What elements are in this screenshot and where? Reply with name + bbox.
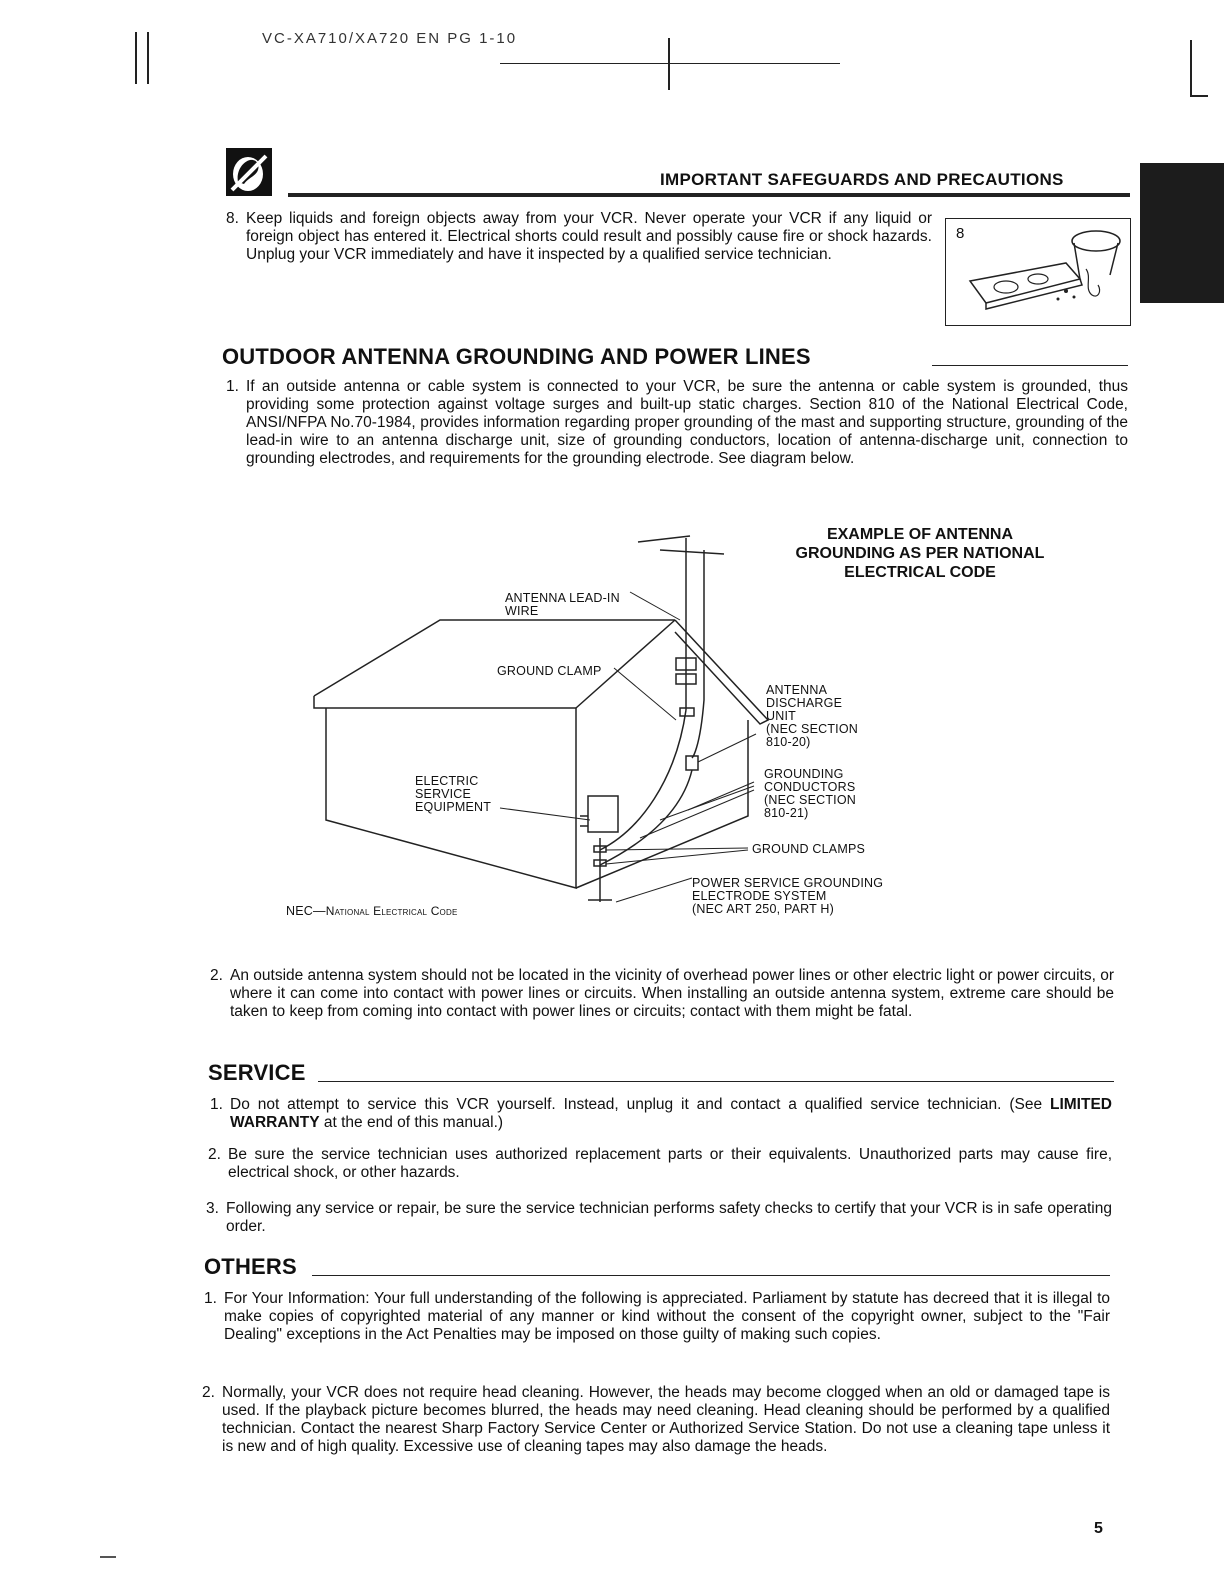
item-text: An outside antenna system should not be located in the vicinity of overhead power lines or other electric light or power circuits, or where it can come into contact with power lines or circuits. When installing an outside antenna system, extreme care should be taken to keep from coming into contact with power lines or circuits; contact with them might be fatal.	[230, 967, 1114, 1020]
limited-warranty-reference: LIMITED WARRANTY	[230, 1096, 1112, 1131]
item-text: Normally, your VCR does not require head cleaning. However, the heads may become clogged when an old or damaged tape is used. If the playback picture becomes blurred, the heads may need cleaning. Head cleaning should be performed by a qualified technician. Contact the nearest Sharp Factory Service Center or Authorized Service Station. Do not use a cleaning tape unless it is new and of high quality. Excessive use of cleaning tapes may also damage the heads.	[222, 1384, 1110, 1455]
list-item	[226, 378, 1128, 468]
list-item	[226, 210, 932, 264]
item-text: For Your Information: Your full understanding of the following is appreciated. Parliament by statute has decreed that it is illegal to make copies of copyrighted material of any manner or kind without the consent of the copyright owner, subject to the "Fair Dealing" exceptions in the Act Penalties may be imposed on those guilty of making such copies.	[224, 1290, 1110, 1343]
heading-rule	[932, 365, 1128, 366]
item-text: Do not attempt to service this VCR yourself. Instead, unplug it and contact a qualified service technician. (See LIMITED WARRANTY at the end of this manual.)	[230, 1096, 1112, 1131]
item-number: 2.	[202, 1384, 215, 1401]
edge-tab	[1140, 163, 1224, 303]
item-text: Keep liquids and foreign objects away from your VCR. Never operate your VCR if any liquid or foreign object has entered it. Electrical shorts could result and possibly cause fire or shock hazards. Unplug your VCR immediately and have it inspected by a qualified service technician.	[246, 210, 932, 263]
list-item	[210, 1096, 1112, 1132]
item-number: 3.	[206, 1200, 219, 1217]
list-item	[210, 967, 1114, 1021]
heading-rule	[312, 1275, 1110, 1276]
no-hand-icon	[226, 148, 272, 196]
ground-clamp-label: GROUND CLAMP	[497, 664, 602, 678]
nec-legend: NEC—National Electrical Code	[286, 904, 458, 918]
crop-mark	[1190, 40, 1192, 96]
header-rule	[288, 193, 1130, 197]
figure-label: 8	[956, 225, 965, 242]
list-item	[204, 1290, 1110, 1344]
vcr-liquid-illustration	[945, 218, 1131, 326]
discharge-unit-label: ANTENNA DISCHARGE UNIT (NEC SECTION 810-20)	[766, 683, 858, 749]
diagram-title: EXAMPLE OF ANTENNA GROUNDING AS PER NATIONAL ELECTRICAL CODE	[795, 526, 1045, 581]
page-number: 5	[1094, 1520, 1103, 1537]
others-heading: OTHERS	[204, 1254, 297, 1279]
lead-in-wire-label: ANTENNA LEAD-IN WIRE	[505, 591, 620, 618]
crop-mark	[147, 32, 149, 84]
item-number: 8.	[226, 210, 239, 227]
crop-mark	[135, 32, 137, 84]
document-code: VC-XA710/XA720 EN PG 1-10	[262, 30, 518, 47]
item-text: If an outside antenna or cable system is connected to your VCR, be sure the antenna or cable system is grounded, thus providing some protection against voltage surges and built-up static charges. Section 810 of the National Electrical Code, ANSI/NFPA No.70-1984, provides information regarding proper grounding of the mast and supporting structure, grounding of the lead-in wire to an antenna discharge unit, size of grounding conductors, location of antenna-discharge unit, connection to grounding electrodes, and requirements for the grounding electrode. See diagram below.	[246, 378, 1128, 467]
item-number: 1.	[210, 1096, 223, 1113]
item-number: 1.	[226, 378, 239, 395]
list-item	[208, 1146, 1112, 1182]
antenna-grounding-diagram	[286, 520, 1120, 930]
item-text: Be sure the service technician uses authorized replacement parts or their equivalents. Unauthorized parts may cause fire, electrical shock, or other hazards.	[228, 1146, 1112, 1181]
crop-mark	[668, 38, 670, 90]
electric-service-label: ELECTRIC SERVICE EQUIPMENT	[415, 774, 492, 814]
ground-clamps-label: GROUND CLAMPS	[752, 842, 866, 856]
list-item	[202, 1384, 1110, 1456]
item-number: 2.	[210, 967, 223, 984]
section-title: IMPORTANT SAFEGUARDS AND PRECAUTIONS	[660, 170, 1064, 189]
service-heading: SERVICE	[208, 1060, 306, 1085]
grounding-conductors-label: GROUNDING CONDUCTORS (NEC SECTION 810-21)	[764, 767, 856, 820]
heading-rule	[318, 1081, 1114, 1082]
electrode-system-label: POWER SERVICE GROUNDING ELECTRODE SYSTEM (NEC ART 250, PART H)	[692, 876, 884, 916]
item-text: Following any service or repair, be sure the service technician performs safety checks to certify that your VCR is in safe operating order.	[226, 1200, 1112, 1235]
outdoor-heading: OUTDOOR ANTENNA GROUNDING AND POWER LINES	[222, 344, 811, 369]
crop-mark	[500, 63, 840, 64]
item-number: 2.	[208, 1146, 221, 1163]
scan-mark	[100, 1556, 116, 1558]
item-number: 1.	[204, 1290, 217, 1307]
list-item	[206, 1200, 1112, 1236]
crop-mark	[1190, 95, 1208, 97]
